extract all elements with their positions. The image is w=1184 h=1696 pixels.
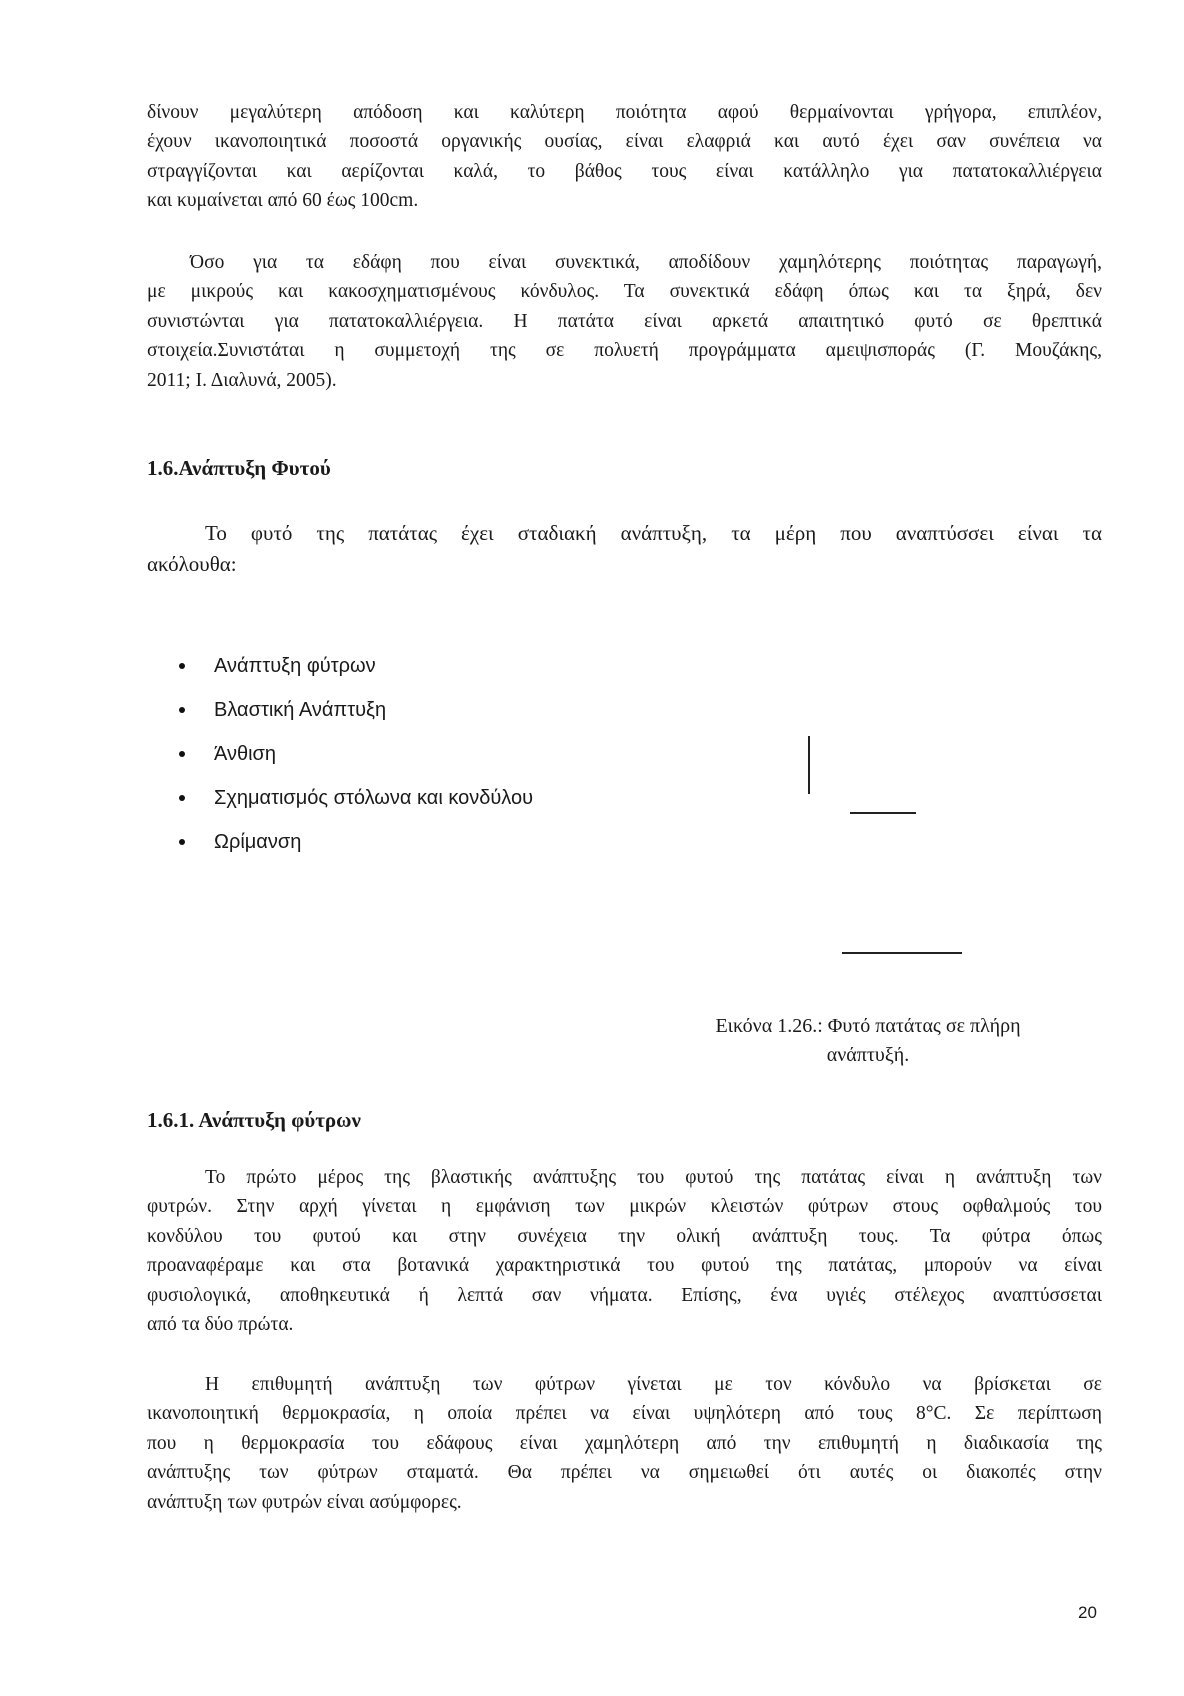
list-item-label: Άνθιση — [214, 742, 277, 765]
text-line: που η θερμοκρασία του εδάφους είναι χαμηλότερη από την επιθυμητή η διαδικασία της — [147, 1432, 1102, 1454]
text-line: Όσο για τα εδάφη που είναι συνεκτικά, αποδίδουν χαμηλότερης ποιότητας παραγωγή, — [190, 252, 1102, 273]
text-line: ανάπτυξη των φυτρών είναι ασύμφορες. — [147, 1491, 462, 1513]
figure-mark — [842, 952, 962, 954]
figure-caption — [668, 1012, 1068, 1070]
text-line: συνιστώνται για πατατοκαλλιέργεια. Η πατάτα είναι αρκετά απαιτητικό φυτό σε θρεπτικά — [147, 310, 1102, 332]
paragraph-soil-benefits — [147, 98, 1102, 216]
text-line: φυσιολογικά, αποθηκευτικά ή λεπτά σαν νήματα. Επίσης, ένα υγιές στέλεχος αναπτύσσεται — [147, 1284, 1102, 1306]
text-line: και κυμαίνεται από 60 έως 100cm. — [147, 190, 419, 212]
text-line: προαναφέραμε και στα βοτανικά χαρακτηριστικά του φυτού της πατάτας, μπορούν να είναι — [147, 1255, 1102, 1277]
list-item — [170, 644, 533, 688]
page-number: 20 — [1078, 1603, 1097, 1622]
figure-mark — [808, 736, 810, 794]
text-line: 2011; Ι. Διαλυνά, 2005). — [147, 369, 337, 391]
text-line: έχουν ικανοποιητικά ποσοστά οργανικής ουσίας, είναι ελαφριά και αυτό έχει σαν συνέπεια να — [147, 131, 1102, 153]
list-item — [170, 776, 533, 820]
text-line: ανάπτυξης των φύτρων σταματά. Θα πρέπει να σημειωθεί ότι αυτές οι διακοπές στην — [147, 1462, 1102, 1484]
paragraph-temperature — [147, 1370, 1102, 1517]
list-item-label: Ωρίμανση — [214, 830, 302, 853]
bullet-icon — [179, 751, 185, 757]
bullet-icon — [179, 707, 185, 713]
bullet-icon — [179, 663, 185, 669]
list-item-label: Ανάπτυξη φύτρων — [214, 654, 376, 677]
text-line: Η επιθυμητή ανάπτυξη των φύτρων γίνεται με τον κόνδυλο να βρίσκεται σε — [205, 1374, 1102, 1395]
caption-line: ανάπτυξή. — [826, 1044, 910, 1066]
text-line: στραγγίζονται και αερίζονται καλά, το βάθος τους είναι κατάλληλο για πατατοκαλλιέργεια — [147, 160, 1102, 182]
text-line: κονδύλου του φυτού και στην συνέχεια την ολική ανάπτυξη τους. Τα φύτρα όπως — [147, 1225, 1102, 1247]
paragraph-intro — [147, 518, 1102, 580]
list-item — [170, 688, 533, 732]
text-line: Το φυτό της πατάτας έχει σταδιακή ανάπτυξη, τα μέρη που αναπτύσσει είναι τα — [205, 521, 1102, 545]
text-line: ικανοποιητική θερμοκρασία, η οποία πρέπει να είναι υψηλότερη από τους 8°C. Σε περίπτωση — [147, 1403, 1102, 1425]
text-line: φυτρών. Στην αρχή γίνεται η εμφάνιση των μικρών κλειστών φύτρων στους οφθαλμούς του — [147, 1196, 1102, 1218]
section-heading: 1.6.Ανάπτυξη Φυτού — [147, 456, 331, 480]
bullet-icon — [179, 795, 185, 801]
text-line: με μικρούς και κακοσχηματισμένους κόνδυλος. Τα συνεκτικά εδάφη όπως και τα ξηρά, δεν — [147, 281, 1102, 303]
text-line: στοιχεία.Συνιστάται η συμμετοχή της σε πολυετή προγράμματα αμειψισποράς (Γ. Μουζάκης, — [147, 340, 1102, 362]
figure-mark — [850, 812, 916, 814]
bullet-icon — [179, 839, 185, 845]
text-line: ακόλουθα: — [147, 552, 237, 576]
text-line: Το πρώτο μέρος της βλαστικής ανάπτυξης του φυτού της πατάτας είναι η ανάπτυξη των — [205, 1167, 1102, 1188]
list-item-label: Βλαστική Ανάπτυξη — [214, 698, 387, 721]
growth-stages-list — [170, 644, 533, 864]
text-line: δίνουν μεγαλύτερη απόδοση και καλύτερη ποιότητα αφού θερμαίνονται γρήγορα, επιπλέον, — [147, 102, 1102, 123]
paragraph-sprout-development — [147, 1163, 1102, 1339]
list-item — [170, 820, 533, 864]
text-line: από τα δύο πρώτα. — [147, 1314, 294, 1336]
subsection-heading: 1.6.1. Ανάπτυξη φύτρων — [147, 1108, 361, 1132]
list-item — [170, 732, 533, 776]
paragraph-cohesive-soils — [147, 248, 1102, 395]
figure-image-remnant — [800, 730, 1000, 970]
caption-line: Εικόνα 1.26.: Φυτό πατάτας σε πλήρη — [715, 1015, 1021, 1037]
list-item-label: Σχηματισμός στόλωνα και κονδύλου — [214, 786, 534, 809]
